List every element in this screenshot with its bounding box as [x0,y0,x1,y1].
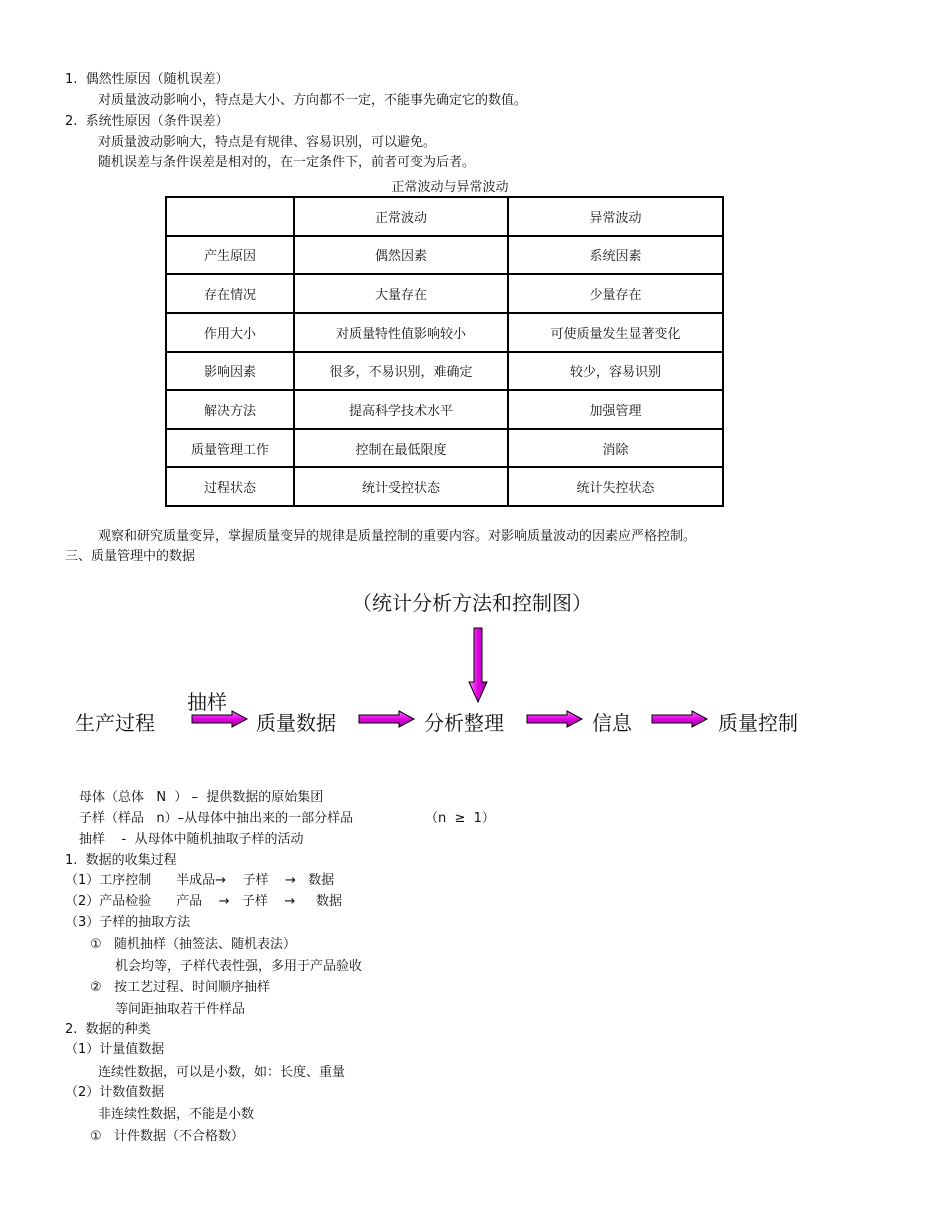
types-count: （2）计数值数据 [65,1085,165,1100]
table-cell: 统计失控状态 [508,467,723,506]
item2-desc: 对质量波动影响大，特点是有规律、容易识别，可以避免。 [98,135,437,150]
section3-title: 三、质量管理中的数据 [65,549,196,564]
table-cell: 提高科学技术水平 [294,390,508,429]
flow-node-analysis: 分析整理 [424,711,504,735]
table-cell: 产生原因 [166,236,294,275]
collection-process-sampling: ② 按工艺过程、时间顺序抽样 [90,980,271,995]
flow-node-production: 生产过程 [75,711,155,735]
def-sampling: 抽样 - 从母体中随机抽取子样的活动 [79,832,304,847]
collection-process-control: （1）工序控制 半成品→ 子样 → 数据 [65,873,335,888]
table-cell: 少量存在 [508,274,723,313]
table-cell: 作用大小 [166,313,294,352]
collection-random-sampling-desc: 机会均等，子样代表性强，多用于产品验收 [115,959,363,974]
right-arrow-icon [359,711,414,727]
collection-title: 1. 数据的收集过程 [65,853,177,868]
item2-note: 随机误差与条件误差是相对的，在一定条件下，前者可变为后者。 [98,155,476,170]
right-arrow-icon [652,711,707,727]
flow-node-quality-control: 质量控制 [718,711,798,735]
collection-random-sampling: ① 随机抽样（抽签法、随机表法） [90,937,297,952]
table-cell: 系统因素 [508,236,723,275]
types-title: 2. 数据的种类 [65,1022,151,1037]
table-cell: 控制在最低限度 [294,429,508,468]
table-cell: 存在情况 [166,274,294,313]
right-arrow-icon [527,711,582,727]
table-cell: 对质量特性值影响较小 [294,313,508,352]
down-arrow-icon [469,628,487,702]
table-cell: 解决方法 [166,390,294,429]
table-cell: 很多，不易识别，难确定 [294,352,508,391]
collection-sampling-methods: （3）子样的抽取方法 [65,915,191,930]
table-cell: 过程状态 [166,467,294,506]
after-table-text: 观察和研究质量变异，掌握质量变异的规律是质量控制的重要内容。对影响质量波动的因素应严格控制。 [98,529,697,544]
right-arrow-icon [192,711,247,727]
def-population: 母体（总体 N ） – 提供数据的原始集团 [79,790,324,805]
types-piece-count: ① 计件数据（不合格数） [90,1129,245,1144]
flow-sample-label: 抽样 [187,690,227,714]
table-cell: 大量存在 [294,274,508,313]
table-header-cell: 异常波动 [508,197,723,236]
table-cell: 偶然因素 [294,236,508,275]
flow-node-information: 信息 [592,711,632,735]
table-cell: 质量管理工作 [166,429,294,468]
table-cell: 消除 [508,429,723,468]
item2-title: 2. 系统性原因（条件误差） [65,114,229,129]
types-measurement-desc: 连续性数据，可以是小数，如：长度、重量 [98,1065,346,1080]
collection-process-sampling-desc: 等间距抽取若干件样品 [115,1002,246,1017]
def-sample: 子样（样品 n）–从母体中抽出来的一部分样品 [79,811,354,826]
def-sample-condition: （n ≥ 1） [425,811,495,826]
flow-node-quality-data: 质量数据 [256,711,336,735]
table-cell: 影响因素 [166,352,294,391]
table-cell: 加强管理 [508,390,723,429]
table-header-cell: 正常波动 [294,197,508,236]
collection-product-inspection: （2）产品检验 产品 → 子样 → 数据 [65,894,342,909]
flow-top-label: （统计分析方法和控制图） [352,591,592,615]
item1-desc: 对质量波动影响小，特点是大小、方向都不一定，不能事先确定它的数值。 [98,93,528,108]
types-count-desc: 非连续性数据，不能是小数 [98,1107,255,1122]
table-caption: 正常波动与异常波动 [391,180,509,195]
table-cell: 统计受控状态 [294,467,508,506]
item1-title: 1. 偶然性原因（随机误差） [65,72,229,87]
table-cell: 可使质量发生显著变化 [508,313,723,352]
types-measurement: （1）计量值数据 [65,1042,165,1057]
table-cell: 较少，容易识别 [508,352,723,391]
